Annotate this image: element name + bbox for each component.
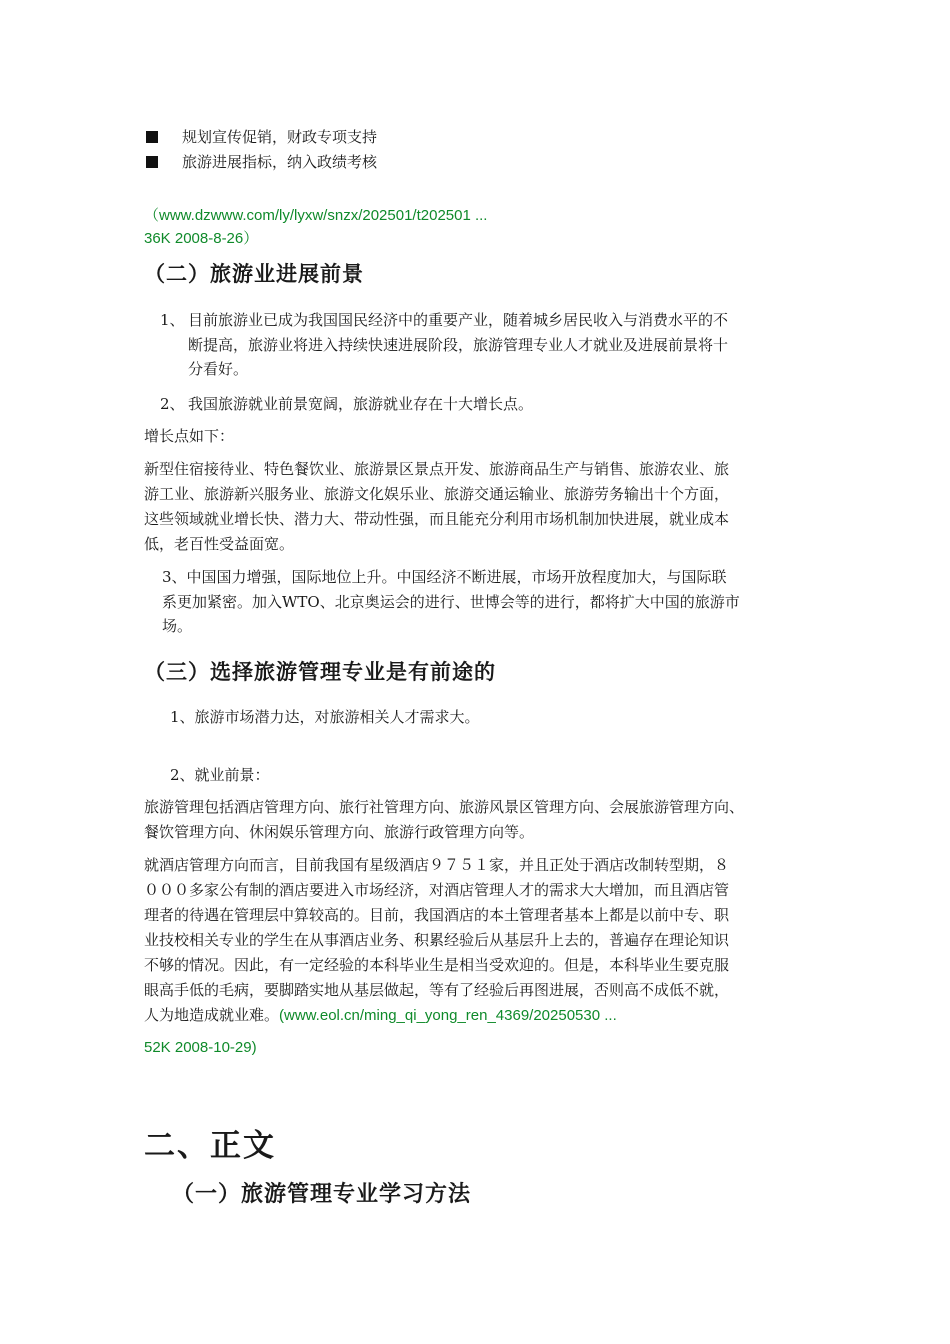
source-meta: 36K 2008-8-26） (144, 230, 259, 247)
list-number: 1、 (160, 311, 185, 329)
paragraph-line: 业技校相关专业的学生在从事酒店业务、积累经验后从基层升上去的，普遍存在理论知识 (144, 931, 730, 949)
bullet-text: 规划宣传促销，财政专项支持 (182, 128, 378, 146)
paragraph-line: 系更加紧密。加入WTO、北京奥运会的进行、世博会等的进行，都将扩大中国的旅游市 (162, 593, 740, 611)
source-meta: 52K 2008-10-29) (144, 1039, 257, 1056)
paragraph-line: 2、就业前景： (170, 766, 270, 784)
bullet-item (146, 126, 377, 147)
bullet-text: 旅游进展指标，纳入政绩考核 (182, 153, 378, 171)
paragraph-line (144, 1004, 617, 1025)
paragraph-line: 断提高，旅游业将进入持续快速进展阶段，旅游管理专业人才就业及进展前景将十 (188, 336, 729, 354)
bullet-item (146, 151, 377, 172)
paragraph-line: ０００多家公有制的酒店要进入市场经济，对酒店管理人才的需求大大增加，而且酒店管 (144, 881, 730, 899)
square-bullet-icon (146, 156, 158, 168)
section-heading: （三）选择旅游管理专业是有前途的 (144, 660, 496, 684)
subsection-heading: （一）旅游管理专业学习方法 (172, 1182, 472, 1207)
paragraph-line: 这些领域就业增长快、潜力大、带动性强，而且能充分利用市场机制加快进展，就业成本 (144, 510, 730, 528)
square-bullet-icon (146, 131, 158, 143)
chapter-heading: 二、正文 (144, 1128, 276, 1164)
paragraph-line: 游工业、旅游新兴服务业、旅游文化娱乐业、旅游交通运输业、旅游劳务输出十个方面， (144, 485, 730, 503)
paragraph-line: 我国旅游就业前景宽阔，旅游就业存在十大增长点。 (188, 395, 534, 413)
paragraph-line: 眼高手低的毛病，要脚踏实地从基层做起，等有了经验后再图进展，否则高不成低不就， (144, 981, 730, 999)
paragraph-line: 场。 (162, 617, 193, 635)
paragraph-line: 餐饮管理方向、休闲娱乐管理方向、旅游行政管理方向等。 (144, 823, 535, 841)
paragraph-line: 分看好。 (188, 360, 249, 378)
section-heading: （二）旅游业进展前景 (144, 262, 364, 286)
list-number: 2、 (160, 395, 185, 413)
source-link[interactable]: (www.eol.cn/ming_qi_yong_ren_4369/20250530 ... (279, 1007, 617, 1024)
paragraph-line: 目前旅游业已成为我国国民经济中的重要产业，随着城乡居民收入与消费水平的不 (188, 311, 729, 329)
paragraph-line: 增长点如下： (144, 427, 235, 445)
paragraph-line: 旅游管理包括酒店管理方向、旅行社管理方向、旅游风景区管理方向、会展旅游管理方向、 (144, 798, 745, 816)
source-link[interactable]: （www.dzwww.com/ly/lyxw/snzx/202501/t202501 ... (144, 207, 488, 224)
paragraph-text: 人为地造成就业难。 (144, 1006, 280, 1024)
paragraph-line: 1、旅游市场潜力达，对旅游相关人才需求大。 (170, 708, 480, 726)
paragraph-line: 就酒店管理方向而言，目前我国有星级酒店９７５１家，并且正处于酒店改制转型期，８ (144, 856, 730, 874)
paragraph-line: 不够的情况。因此，有一定经验的本科毕业生是相当受欢迎的。但是，本科毕业生要克服 (144, 956, 730, 974)
paragraph-line: 3、中国国力增强，国际地位上升。中国经济不断进展，市场开放程度加大，与国际联 (162, 568, 727, 586)
paragraph-line: 新型住宿接待业、特色餐饮业、旅游景区景点开发、旅游商品生产与销售、旅游农业、旅 (144, 460, 730, 478)
paragraph-line: 理者的待遇在管理层中算较高的。目前，我国酒店的本土管理者基本上都是以前中专、职 (144, 906, 730, 924)
paragraph-line: 低，老百性受益面宽。 (144, 535, 295, 553)
